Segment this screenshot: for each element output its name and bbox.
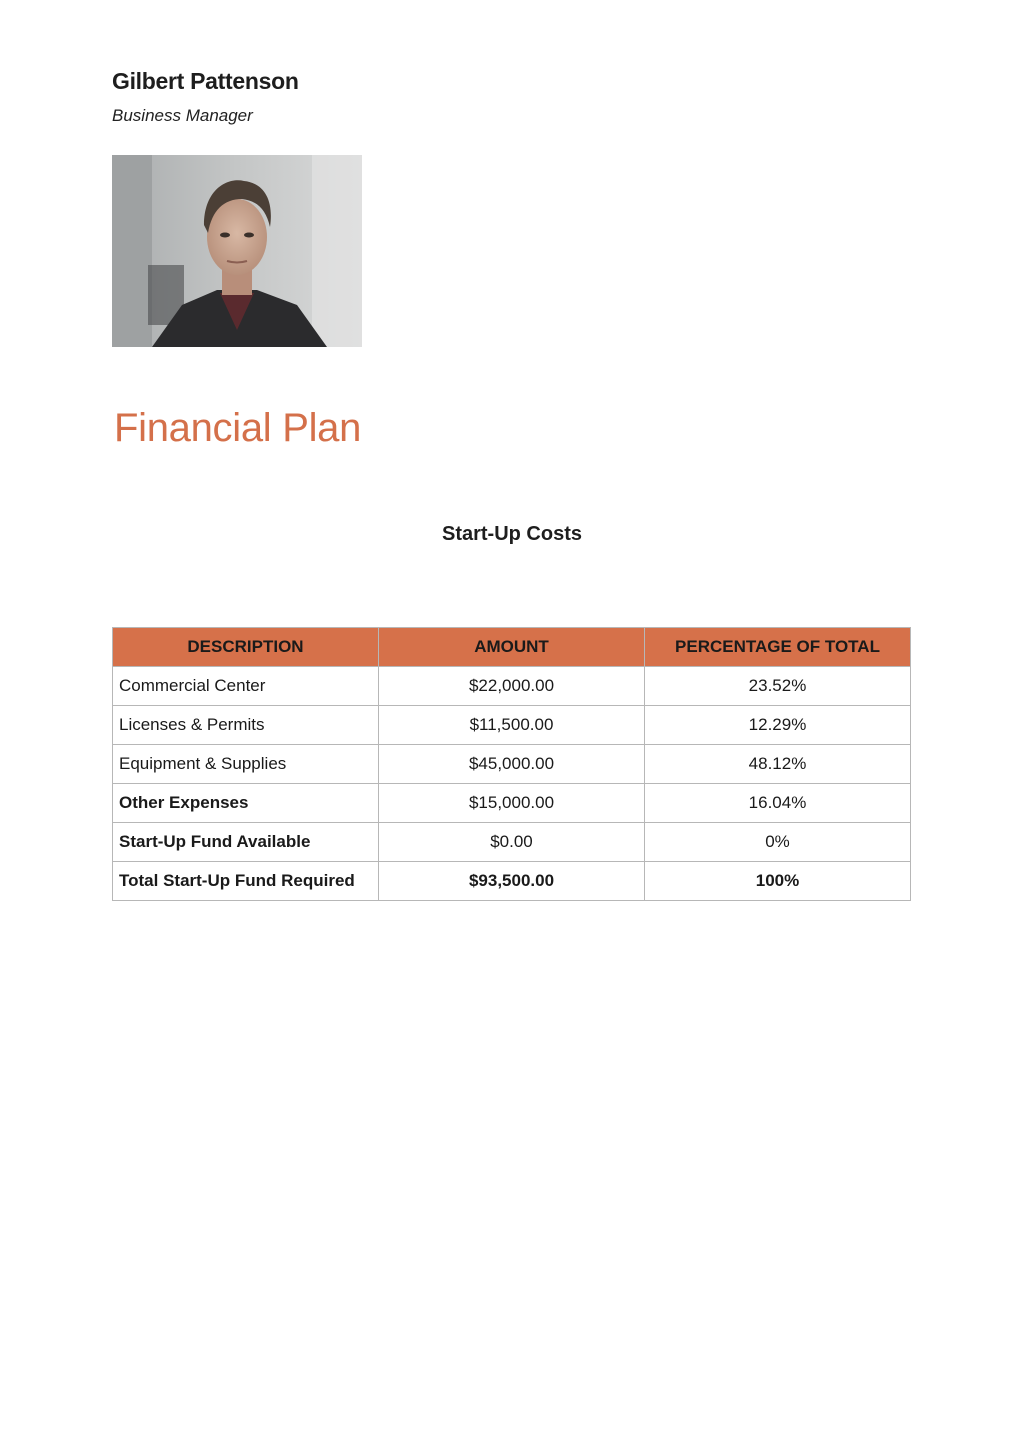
cell-description: Equipment & Supplies bbox=[113, 745, 379, 784]
cell-amount: $15,000.00 bbox=[379, 784, 645, 823]
cell-amount: $0.00 bbox=[379, 823, 645, 862]
table-row bbox=[113, 706, 911, 745]
column-header-amount: AMOUNT bbox=[379, 628, 645, 667]
column-header-description: DESCRIPTION bbox=[113, 628, 379, 667]
table-row bbox=[113, 667, 911, 706]
cell-description: Total Start-Up Fund Required bbox=[113, 862, 379, 901]
table-row bbox=[113, 745, 911, 784]
cell-percentage: 48.12% bbox=[645, 745, 911, 784]
table-row bbox=[113, 823, 911, 862]
person-name: Gilbert Pattenson bbox=[112, 68, 299, 94]
cell-amount: $93,500.00 bbox=[379, 862, 645, 901]
table-row-total bbox=[113, 862, 911, 901]
startup-costs-table bbox=[112, 627, 911, 901]
cell-description: Other Expenses bbox=[113, 784, 379, 823]
cell-percentage: 12.29% bbox=[645, 706, 911, 745]
table-title: Start-Up Costs bbox=[441, 523, 582, 545]
table-row bbox=[113, 784, 911, 823]
cell-description: Commercial Center bbox=[113, 667, 379, 706]
cell-percentage: 16.04% bbox=[645, 784, 911, 823]
cell-percentage: 100% bbox=[645, 862, 911, 901]
cell-amount: $22,000.00 bbox=[379, 667, 645, 706]
cell-percentage: 23.52% bbox=[645, 667, 911, 706]
section-title: Financial Plan bbox=[114, 406, 362, 450]
cell-percentage: 0% bbox=[645, 823, 911, 862]
person-role: Business Manager bbox=[112, 106, 253, 125]
cell-amount: $11,500.00 bbox=[379, 706, 645, 745]
cell-description: Licenses & Permits bbox=[113, 706, 379, 745]
profile-photo bbox=[112, 155, 362, 347]
column-header-percentage: PERCENTAGE OF TOTAL bbox=[645, 628, 911, 667]
cell-description: Start-Up Fund Available bbox=[113, 823, 379, 862]
cell-amount: $45,000.00 bbox=[379, 745, 645, 784]
portrait-image bbox=[112, 155, 362, 347]
table-header-row bbox=[113, 628, 911, 667]
